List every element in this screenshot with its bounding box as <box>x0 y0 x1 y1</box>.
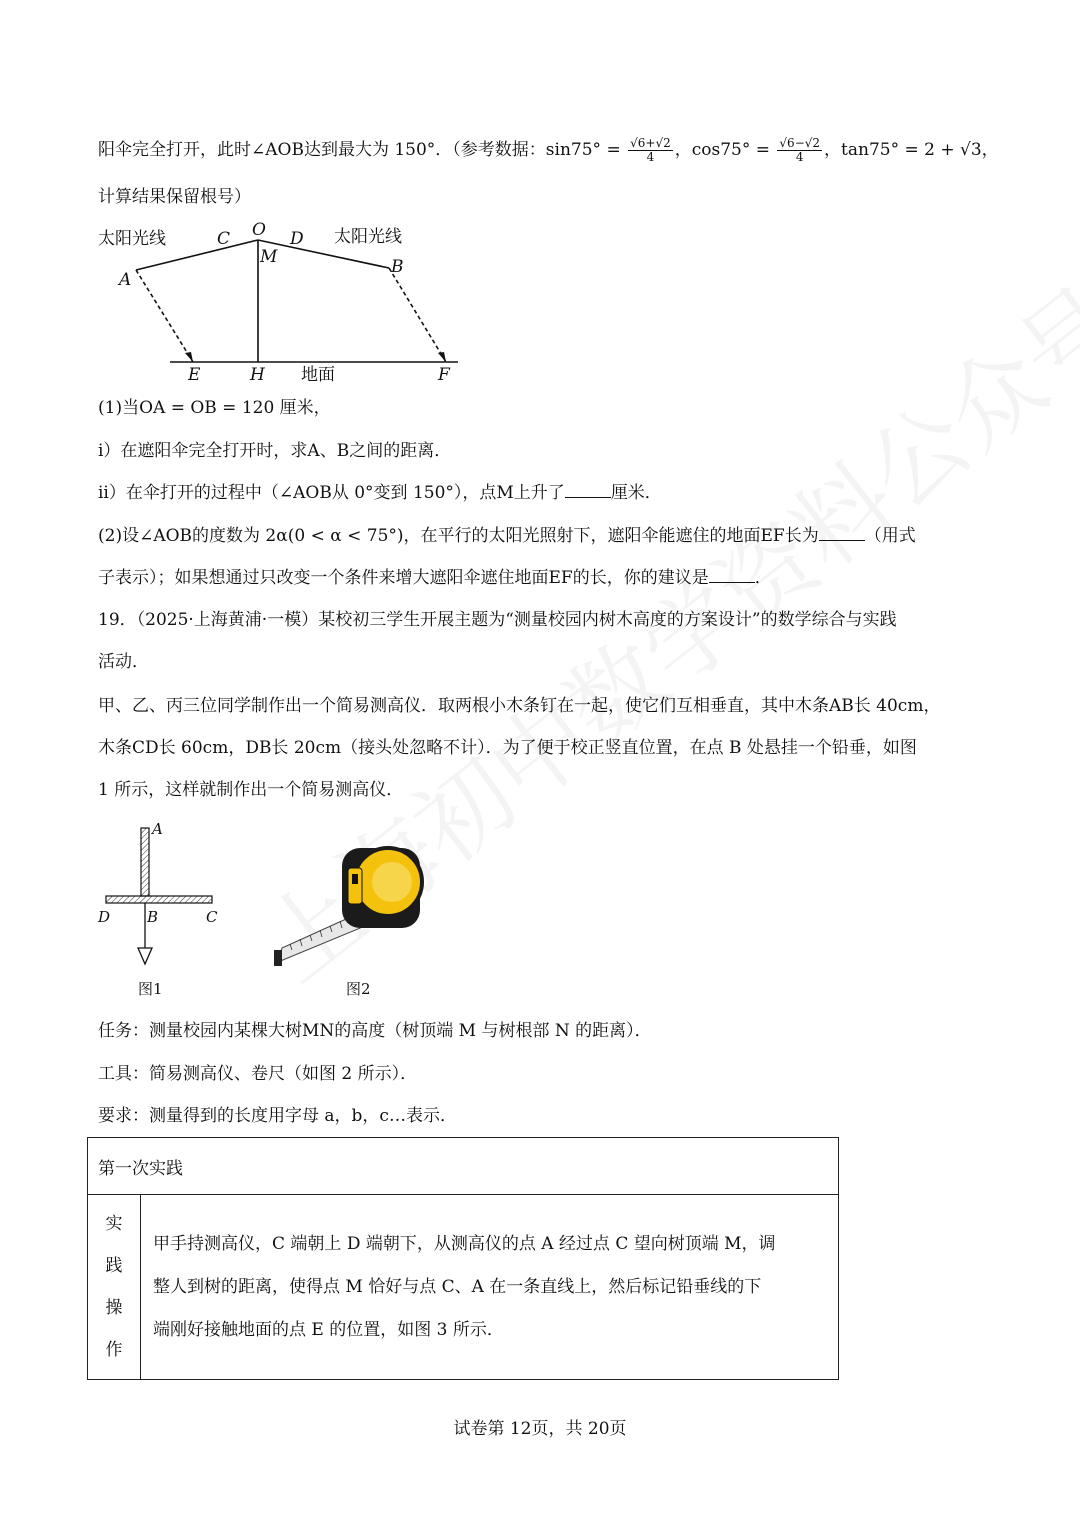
label-b: B <box>391 257 404 277</box>
q19-line5: 1 所示，这样就制作出一个简易测高仪． <box>98 780 404 800</box>
table-header: 第一次实践 <box>88 1138 839 1195</box>
label-e: E <box>188 365 201 385</box>
q18-part1-i: i）在遮阳伞完全打开时，求A、B之间的距离． <box>98 441 452 461</box>
table-row-label: 实 践 操 作 <box>88 1195 141 1380</box>
task-line: 任务：测量校园内某棵大树MN的高度（树顶端 M 与树根部 N 的距离）． <box>98 1021 652 1041</box>
q18-part2-line2: 子表示）；如果想通过只改变一个条件来增大遮阳伞遮住地面EF的长，你的建议是 ． <box>98 568 772 588</box>
label-f: F <box>438 365 450 385</box>
label-h: H <box>250 365 265 385</box>
page-footer: 试卷第 12页，共 20页 <box>453 1419 627 1439</box>
label-d: D <box>290 229 304 249</box>
answer-blank-2[interactable] <box>819 526 865 541</box>
label-a: A <box>119 270 132 290</box>
fraction-cos: $\frac{√6-√2}{4}$ <box>779 136 821 164</box>
fig1-label-d: D <box>98 908 111 926</box>
figure-1-altimeter <box>92 820 232 970</box>
q18-part1: (1)当OA = OB = 120 厘米， <box>98 398 331 418</box>
fig1-label-c: C <box>206 908 218 926</box>
label-o: O <box>252 220 266 240</box>
q18-text-line-2: 计算结果保留根号） <box>98 187 251 207</box>
q19-line4: 木条CD长 60cm，DB长 20cm（接头处忽略不计）．为了便于校正竖直位置，在点 B 处悬挂一个铅垂，如图 <box>98 738 917 758</box>
fig1-label-b: B <box>147 908 159 926</box>
figure-2-tape-measure <box>270 838 430 974</box>
q18-part1-ii: ii）在伞打开的过程中（∠AOB从 0°变到 150°），点M上升了 厘米． <box>98 483 662 503</box>
figure-2-caption: 图2 <box>346 980 371 998</box>
label-sunlight-left: 太阳光线 <box>98 229 166 249</box>
practice-table <box>87 1137 839 1380</box>
q19-line2: 活动． <box>98 652 149 672</box>
label-c: C <box>217 229 231 249</box>
q18-part2-line1: (2)设∠AOB的度数为 2α(0 < α < 75°)，在平行的太阳光照射下，遮阳伞能遮住的地面EF长为 （用式 <box>98 526 916 546</box>
tools-line: 工具：简易测高仪、卷尺（如图 2 所示）． <box>98 1064 418 1084</box>
q18-text-line-1: 阳伞完全打开，此时∠AOB达到最大为 150°．（参考数据：sin75° = $\frac{√6+√2}{4}$ ，cos75° = $\frac{√6-√2}{4}$ ，tan75° = 2 + √3， <box>98 136 999 164</box>
fraction-sin: $\frac{√6+√2}{4}$ <box>630 136 671 164</box>
answer-blank-1[interactable] <box>565 483 611 498</box>
figure-1-caption: 图1 <box>138 980 163 998</box>
answer-blank-3[interactable] <box>709 568 755 583</box>
label-m: M <box>260 247 278 267</box>
requirement-line: 要求：测量得到的长度用字母 a，b，c…表示． <box>98 1106 457 1126</box>
fig1-label-a: A <box>152 820 163 838</box>
q19-line3: 甲、乙、丙三位同学制作出一个简易测高仪．取两根小木条钉在一起，使它们互相垂直，其中木条AB长 40cm， <box>98 696 941 716</box>
label-ground: 地面 <box>301 365 335 385</box>
q19-line1: 19．（2025·上海黄浦·一模）某校初三学生开展主题为“测量校园内树木高度的方案设计”的数学综合与实践 <box>98 610 897 630</box>
table-row-content: 甲手持测高仪，C 端朝上 D 端朝下，从测高仪的点 A 经过点 C 望向树顶端 M，调 整人到树的距离，使得点 M 恰好与点 C、A 在一条直线上，然后标记铅垂线的下 端刚好接触地面的点 E 的位置，如图 3 所示． <box>141 1195 839 1380</box>
umbrella-diagram <box>92 218 472 388</box>
label-sunlight-right: 太阳光线 <box>334 227 402 247</box>
